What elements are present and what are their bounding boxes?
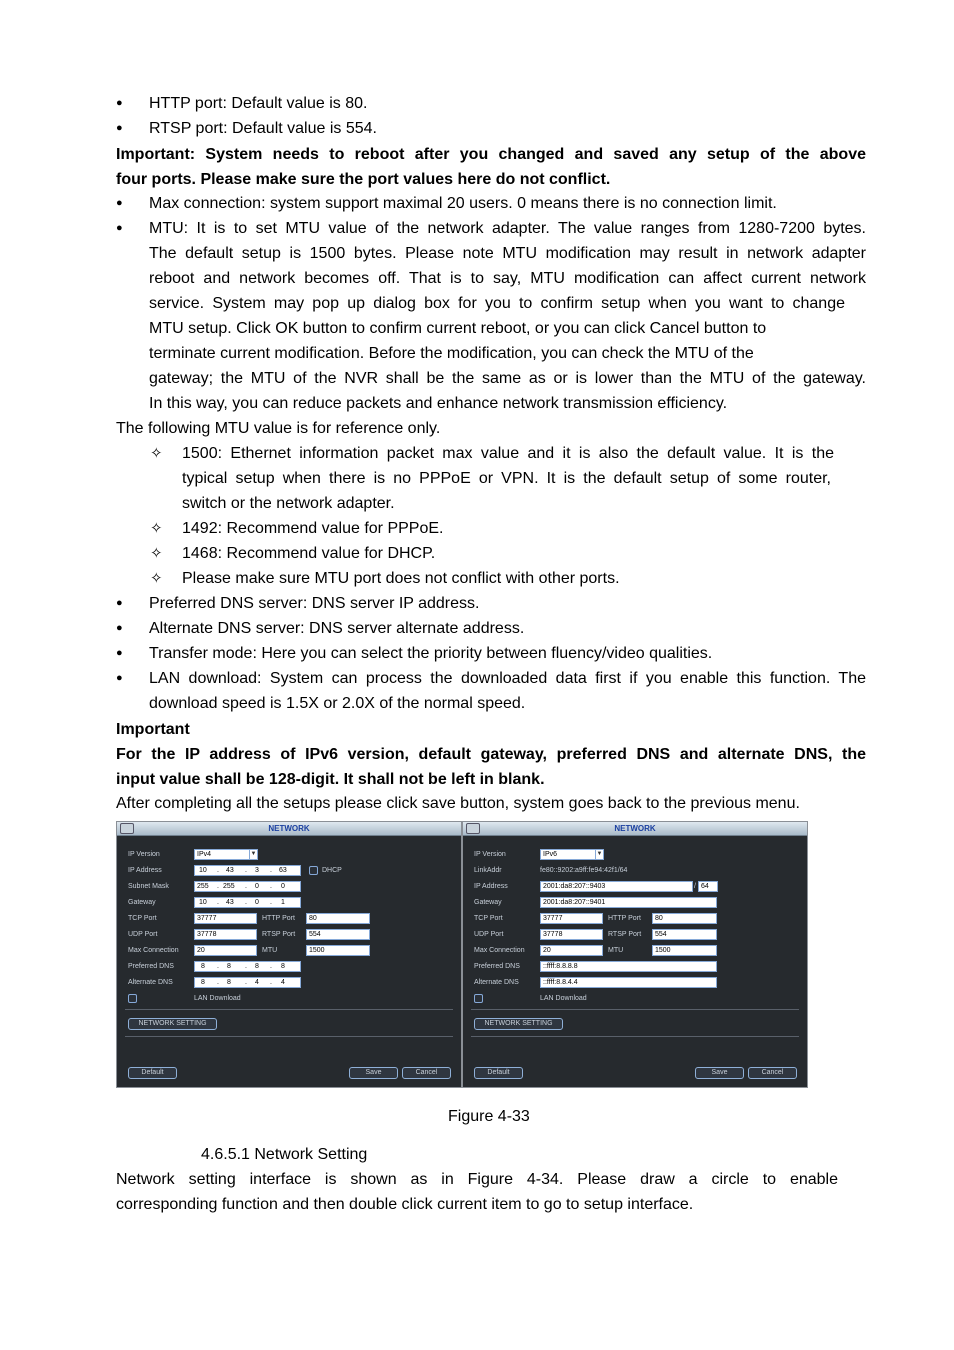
mtu-paragraph: gateway; the MTU of the NVR shall be the same as or is lower than the MTU of the gateway. — [149, 370, 866, 387]
max-connection-field[interactable]: 20 — [540, 945, 603, 956]
ipv4-network-screenshot — [116, 821, 462, 1088]
rtsp-port-field[interactable]: 554 — [652, 929, 717, 940]
tcp-port-field[interactable]: 37777 — [540, 913, 603, 924]
gateway-label: Gateway — [474, 899, 502, 906]
mtu-paragraph: service. System may pop up dialog box for you to confirm setup when you want to change — [149, 295, 845, 312]
bullet-icon: ● — [116, 622, 123, 634]
diamond-bullet-icon: ✧ — [150, 445, 163, 462]
udp-port-label: UDP Port — [474, 931, 504, 938]
tcp-port-field[interactable]: 37777 — [194, 913, 257, 924]
save-button[interactable]: Save — [695, 1067, 744, 1079]
mtu-value-item: 1500: Ethernet information packet max value and it is also the default value. It is the — [182, 445, 834, 462]
prefix-length-field[interactable]: 64 — [698, 881, 718, 892]
max-connection-label: Max Connection — [128, 947, 179, 954]
diamond-bullet-icon: ✧ — [150, 545, 163, 562]
after-setup-text: After completing all the setups please click save button, system goes back to the previous menu. — [116, 795, 800, 812]
divider — [125, 1009, 453, 1010]
tcp-port-label: TCP Port — [128, 915, 157, 922]
http-port-label: HTTP Port — [608, 915, 641, 922]
rtsp-port-label: RTSP Port — [262, 931, 296, 938]
divider — [125, 1036, 453, 1037]
lan-download-checkbox[interactable] — [474, 994, 483, 1003]
mtu-reference-intro: The following MTU value is for reference only. — [116, 420, 441, 437]
gateway-field[interactable]: 10 . 43 . 0 . 1 — [194, 897, 301, 908]
list-item: Preferred DNS server: DNS server IP address. — [149, 595, 480, 612]
figure-caption: Figure 4-33 — [448, 1108, 530, 1125]
cancel-button[interactable]: Cancel — [402, 1067, 451, 1079]
important-note: four ports. Please make sure the port values here do not conflict. — [116, 171, 611, 188]
mtu-label: MTU — [608, 947, 624, 954]
diamond-bullet-icon: ✧ — [150, 520, 163, 537]
max-connection-label: Max Connection — [474, 947, 525, 954]
preferred-dns-label: Preferred DNS — [474, 963, 520, 970]
window-titlebar — [463, 822, 807, 836]
udp-port-field[interactable]: 37778 — [194, 929, 257, 940]
dhcp-checkbox[interactable] — [309, 866, 318, 875]
mtu-value-item: 1492: Recommend value for PPPoE. — [182, 520, 444, 537]
chevron-down-icon: ▼ — [596, 851, 603, 857]
important-note: Important: System needs to reboot after you changed and saved any setup of the above — [116, 146, 866, 163]
mtu-paragraph: MTU setup. Click OK button to confirm current reboot, or you can click Cancel button to — [149, 320, 767, 337]
network-setting-button[interactable]: NETWORK SETTING — [474, 1018, 563, 1030]
section-heading: 4.6.5.1 Network Setting — [201, 1146, 368, 1163]
mtu-value-item: switch or the network adapter. — [182, 495, 395, 512]
lan-download-checkbox[interactable] — [128, 994, 137, 1003]
preferred-dns-field[interactable]: 8 . 8 . 8 . 8 — [194, 961, 301, 972]
dhcp-label: DHCP — [322, 867, 342, 874]
mtu-field[interactable]: 1500 — [306, 945, 370, 956]
alternate-dns-label: Alternate DNS — [474, 979, 519, 986]
subnet-mask-field[interactable]: 255 . 255 . 0 . 0 — [194, 881, 301, 892]
linkaddr-label: LinkAddr — [474, 867, 502, 874]
mtu-value-item: Please make sure MTU port does not conflict with other ports. — [182, 570, 620, 587]
alternate-dns-label: Alternate DNS — [128, 979, 173, 986]
ip-version-select[interactable]: IPv4 ▼ — [194, 849, 258, 860]
lan-download-label: LAN Download — [194, 995, 241, 1002]
mtu-value-item: typical setup when there is no PPPoE or VPN. It is the default setup of some router, — [182, 470, 831, 487]
window-titlebar — [117, 822, 461, 836]
max-connection-field[interactable]: 20 — [194, 945, 257, 956]
udp-port-field[interactable]: 37778 — [540, 929, 603, 940]
important-note: input value shall be 128-digit. It shall not be left in blank. — [116, 771, 545, 788]
chevron-down-icon: ▼ — [250, 851, 257, 857]
bullet-icon: ● — [116, 647, 123, 659]
important-heading: Important — [116, 721, 190, 738]
ip-address-field[interactable]: 2001:da8:207::9403 — [540, 881, 693, 892]
linkaddr-value: fe80::9202:a9ff:fe94:42f1/64 — [540, 867, 628, 874]
list-item: Max connection: system support maximal 20 users. 0 means there is no connection limit. — [149, 195, 777, 212]
save-button[interactable]: Save — [349, 1067, 398, 1079]
ip-version-label: IP Version — [474, 851, 506, 858]
default-button[interactable]: Default — [128, 1067, 177, 1079]
ip-address-label: IP Address — [474, 883, 508, 890]
http-port-field[interactable]: 80 — [652, 913, 717, 924]
rtsp-port-field[interactable]: 554 — [306, 929, 370, 940]
mtu-value-item: 1468: Recommend value for DHCP. — [182, 545, 436, 562]
rtsp-port-label: RTSP Port — [608, 931, 642, 938]
http-port-field[interactable]: 80 — [306, 913, 370, 924]
list-item: LAN download: System can process the downloaded data first if you enable this function. The — [149, 670, 866, 687]
divider — [471, 1009, 799, 1010]
ipv6-network-screenshot — [462, 821, 808, 1088]
mtu-label: MTU — [262, 947, 278, 954]
list-item: Transfer mode: Here you can select the priority between fluency/video qualities. — [149, 645, 713, 662]
important-note: For the IP address of IPv6 version, default gateway, preferred DNS and alternate DNS, the — [116, 746, 866, 763]
list-item: HTTP port: Default value is 80. — [149, 95, 368, 112]
window-title: NETWORK — [268, 824, 310, 833]
ip-version-select[interactable]: IPv6 ▼ — [540, 849, 604, 860]
http-port-label: HTTP Port — [262, 915, 295, 922]
network-setting-button[interactable]: NETWORK SETTING — [128, 1018, 217, 1030]
default-button[interactable]: Default — [474, 1067, 523, 1079]
lan-download-label: LAN Download — [540, 995, 587, 1002]
bullet-icon: ● — [116, 222, 123, 234]
mtu-paragraph: MTU: It is to set MTU value of the network adapter. The value ranges from 1280-7200 bytes. — [149, 220, 866, 237]
ip-address-label: IP Address — [128, 867, 162, 874]
alternate-dns-field[interactable]: ::ffff:8.8.4.4 — [540, 977, 717, 988]
prefix-separator: / — [694, 883, 696, 890]
mtu-paragraph: reboot and network becomes off. That is to say, MTU modification can affect current network — [149, 270, 866, 287]
list-item: Alternate DNS server: DNS server alternate address. — [149, 620, 525, 637]
bullet-icon: ● — [116, 672, 123, 684]
alternate-dns-field[interactable]: 8 . 8 . 4 . 4 — [194, 977, 301, 988]
list-item: download speed is 1.5X or 2.0X of the normal speed. — [149, 695, 526, 712]
mtu-paragraph: In this way, you can reduce packets and enhance network transmission efficiency. — [149, 395, 728, 412]
bullet-icon: ● — [116, 197, 123, 209]
mtu-paragraph: The default setup is 1500 bytes. Please note MTU modification may result in network adapter — [149, 245, 866, 262]
bullet-icon: ● — [116, 597, 123, 609]
subnet-mask-label: Subnet Mask — [128, 883, 169, 890]
udp-port-label: UDP Port — [128, 931, 158, 938]
gateway-label: Gateway — [128, 899, 156, 906]
mtu-field[interactable]: 1500 — [652, 945, 717, 956]
section-paragraph: corresponding function and then double click current item to go to setup interface. — [116, 1196, 694, 1213]
preferred-dns-label: Preferred DNS — [128, 963, 174, 970]
bullet-icon: ● — [116, 122, 123, 134]
list-item: RTSP port: Default value is 554. — [149, 120, 377, 137]
preferred-dns-field[interactable]: ::ffff:8.8.8.8 — [540, 961, 717, 972]
ip-address-field[interactable]: 10 . 43 . 3 . 63 — [194, 865, 301, 876]
bullet-icon: ● — [116, 97, 123, 109]
window-title: NETWORK — [614, 824, 656, 833]
mtu-paragraph: terminate current modification. Before the modification, you can check the MTU of the — [149, 345, 754, 362]
tcp-port-label: TCP Port — [474, 915, 503, 922]
cancel-button[interactable]: Cancel — [748, 1067, 797, 1079]
section-paragraph: Network setting interface is shown as in Figure 4-34. Please draw a circle to enable — [116, 1171, 838, 1188]
gateway-field[interactable]: 2001:da8:207::9401 — [540, 897, 717, 908]
divider — [471, 1036, 799, 1037]
diamond-bullet-icon: ✧ — [150, 570, 163, 587]
ip-version-label: IP Version — [128, 851, 160, 858]
